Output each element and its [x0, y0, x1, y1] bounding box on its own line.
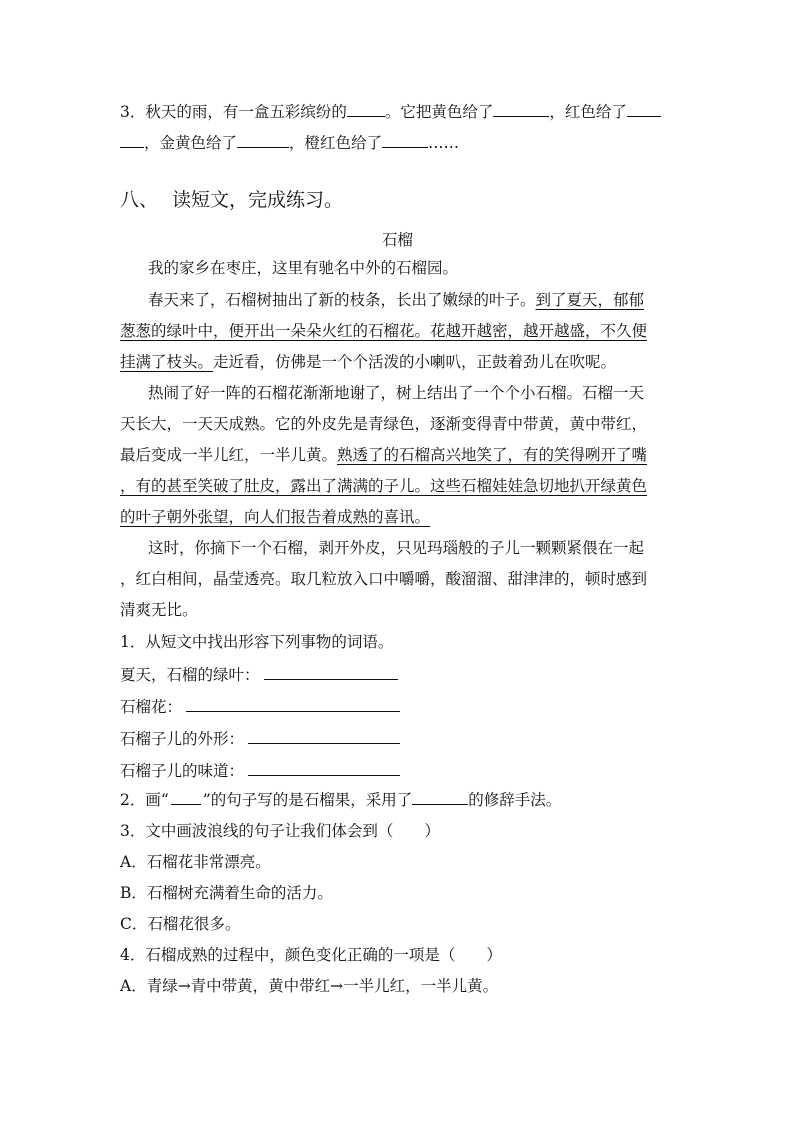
- q3-text-1a: 3．秋天的雨，有一盒五彩缤纷的: [120, 103, 347, 121]
- q3-blank-3a[interactable]: [627, 102, 661, 117]
- story-p3-line-1: 热闹了好一阵的石榴花渐渐地谢了，树上结出了一个个小石榴。石榴一天: [148, 384, 645, 402]
- q3-option-b[interactable]: B．石榴树充满着生命的活力。: [120, 884, 333, 902]
- underlined-sentence-part-3: 的叶子朝外张望，向人们报告着成熟的喜讯。: [120, 508, 431, 526]
- q1-item-label: 石榴子儿的味道：: [120, 762, 245, 780]
- q1-answer-2[interactable]: [186, 696, 400, 712]
- question-3: 3．文中画波浪线的句子让我们体会到（ ）: [120, 822, 440, 840]
- story-p3-line-5: [120, 507, 430, 527]
- wavy-sentence-part-1: 到了夏天，郁郁: [535, 291, 645, 309]
- q3-text-1b: 。它把黄色给了: [384, 103, 494, 121]
- question-4: 4．石榴成熟的过程中，颜色变化正确的一项是（ ）: [120, 946, 502, 964]
- q1-item-seed-taste: [120, 760, 400, 781]
- q1-item-summer-leaves: [120, 664, 398, 685]
- q2-underline-sample: [171, 790, 201, 805]
- q3-blank-3b[interactable]: [120, 133, 144, 148]
- section-number: 八、: [120, 189, 159, 211]
- q2-text-c: 的修辞手法。: [468, 791, 562, 809]
- story-p3-line-3: [120, 445, 647, 465]
- story-p2-text: 春天来了，石榴树抽出了新的枝条，长出了嫩绿的叶子。: [148, 291, 536, 309]
- q3-blank-4[interactable]: [237, 133, 289, 148]
- underlined-sentence-part-2: ，有的甚至笑破了肚皮，露出了满满的子儿。这些石榴娃娃急切地扒开绿黄色: [120, 477, 648, 495]
- question-1: 1．从短文中找出形容下列事物的词语。: [120, 633, 394, 651]
- underlined-sentence-part-1: 熟透了的石榴高兴地笑了，有的笑得咧开了嘴: [337, 446, 648, 464]
- q3-text-1c: ，红色给了: [549, 103, 627, 121]
- q4-option-a[interactable]: A．青绿→青中带黄，黄中带红→一半儿红，一半儿黄。: [120, 977, 499, 995]
- story-p3-line-4: [120, 476, 647, 496]
- q3-option-c[interactable]: C．石榴花很多。: [120, 915, 241, 933]
- section-heading: [120, 188, 343, 212]
- q3-blank-2[interactable]: [493, 102, 549, 117]
- q1-answer-4[interactable]: [248, 760, 400, 776]
- story-title: 石榴: [382, 231, 414, 249]
- q1-item-label: 夏天，石榴的绿叶：: [120, 666, 260, 684]
- q3-line-2: [120, 133, 459, 153]
- q3-text-2c: ……: [428, 134, 460, 152]
- story-p3-text: 最后变成一半儿红，一半儿黄。: [120, 446, 338, 464]
- wavy-sentence-part-2: 葱葱的绿叶中，便开出一朵朵火红的石榴花。花越开越密，越开越盛，不久便: [120, 322, 648, 340]
- q2-text-a: 2．画“: [120, 791, 169, 809]
- q1-item-label: 石榴花：: [120, 698, 183, 716]
- q3-option-a[interactable]: A．石榴花非常漂亮。: [120, 853, 271, 871]
- q3-line-1: [120, 102, 661, 122]
- q1-item-seed-shape: [120, 728, 400, 749]
- section-title: 读短文，完成练习。: [172, 189, 344, 211]
- wavy-sentence-part-3: 挂满了枝头。: [120, 353, 214, 371]
- q1-answer-1[interactable]: [264, 664, 398, 680]
- story-p2-line-3: [120, 352, 616, 372]
- story-p4-line-1: 这时，你摘下一个石榴，剥开外皮，只见玛瑙般的子儿一颗颗紧偎在一起: [148, 539, 645, 557]
- story-p2-line-1: [148, 290, 644, 310]
- story-p4-line-2: ，红白相间，晶莹透亮。取几粒放入口中嚼嚼，酸溜溜、甜津津的，顿时感到: [120, 570, 648, 588]
- story-p4-line-3: 清爽无比。: [120, 601, 198, 619]
- q3-blank-5[interactable]: [382, 133, 428, 148]
- q3-blank-1[interactable]: [347, 102, 385, 117]
- story-p3-line-2: 天长大，一天天成熟。它的外皮先是青绿色，逐渐变得青中带黄，黄中带红，: [120, 415, 648, 433]
- q2-answer-blank[interactable]: [412, 790, 468, 805]
- q1-item-label: 石榴子儿的外形：: [120, 730, 245, 748]
- q1-item-flower: [120, 696, 400, 717]
- q3-text-2a: ，金黄色给了: [144, 134, 238, 152]
- q2-text-b: ”的句子写的是石榴果，采用了: [202, 791, 413, 809]
- story-p2-line-2: [120, 321, 647, 341]
- question-2: [120, 790, 561, 810]
- q1-answer-3[interactable]: [248, 728, 400, 744]
- story-p1: 我的家乡在枣庄，这里有驰名中外的石榴园。: [148, 259, 459, 277]
- story-p2-text-end: 走近看，仿佛是一个个活泼的小喇叭，正鼓着劲儿在吹呢。: [213, 353, 617, 371]
- q3-text-2b: ，橙红色给了: [289, 134, 383, 152]
